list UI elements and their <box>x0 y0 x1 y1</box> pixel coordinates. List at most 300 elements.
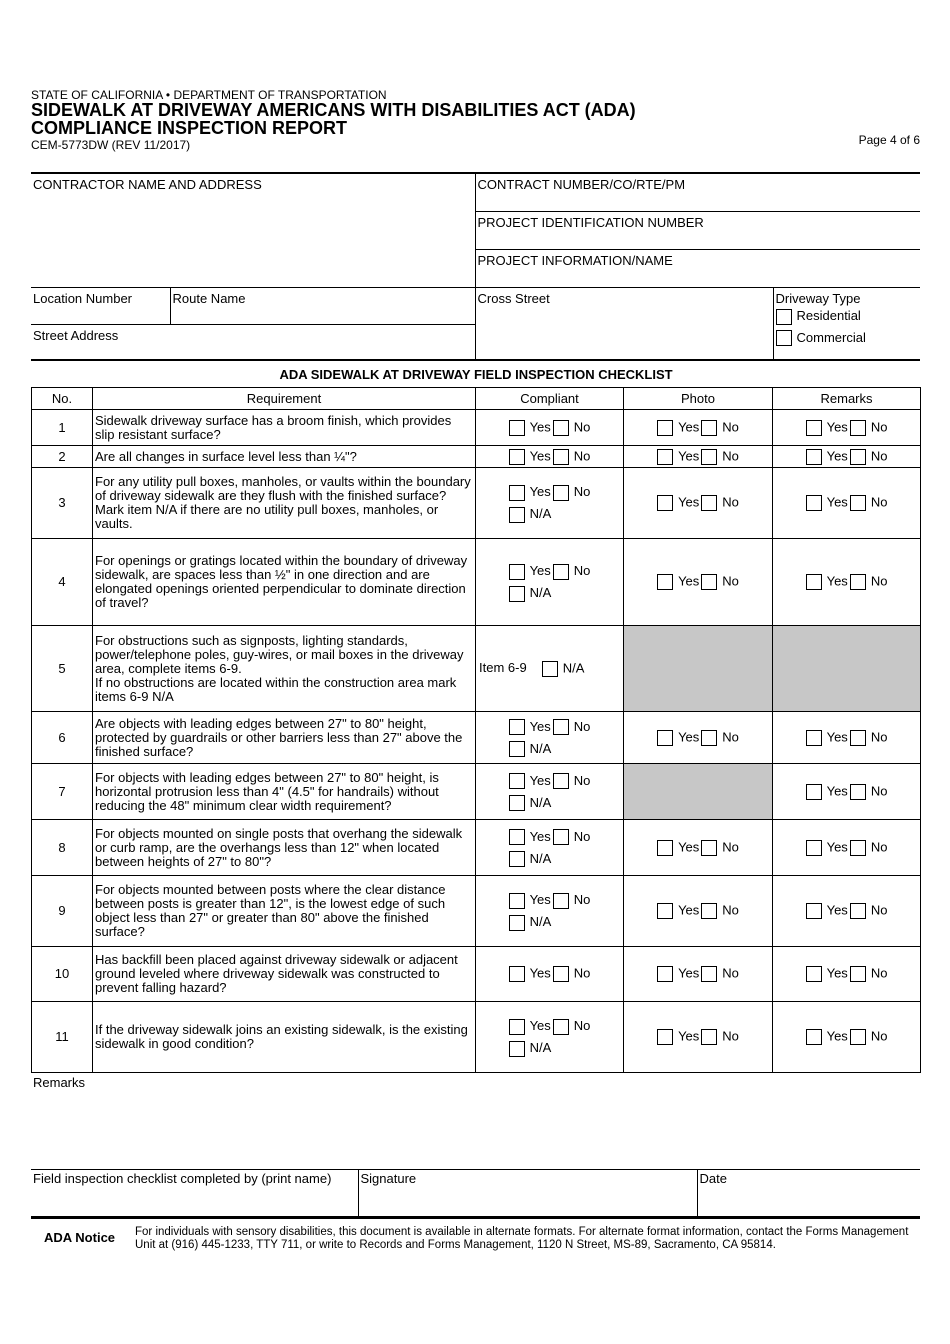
date-field[interactable] <box>697 1170 920 1217</box>
row8-compliant-na-checkbox[interactable] <box>509 851 525 867</box>
row3-photo-no-checkbox[interactable] <box>701 495 717 511</box>
row7-remarks-yes-label: Yes <box>826 782 848 798</box>
row7-compliant-yes-option[interactable] <box>509 770 551 792</box>
row6-photo-yes-option[interactable] <box>657 730 699 746</box>
row2-photo-cell <box>624 446 773 468</box>
row3-remarks-yes-option[interactable] <box>806 495 848 511</box>
row1-photo-yes-option[interactable] <box>657 420 699 436</box>
row8-compliant-no-label: No <box>573 828 591 844</box>
row-number: 2 <box>32 446 93 468</box>
row6-compliant-no-checkbox[interactable] <box>553 719 569 735</box>
completed-by-field[interactable] <box>31 1170 358 1217</box>
row-requirement <box>93 468 476 539</box>
row9-compliant-no-checkbox[interactable] <box>553 893 569 909</box>
row1-remarks-yes-option[interactable] <box>806 420 848 436</box>
row10-remarks-no-checkbox[interactable] <box>850 966 866 982</box>
row4-compliant-no-label: No <box>573 563 591 578</box>
ada-notice-text: For individuals with sensory disabilities, this document is available in alternate formats. For alternate format information, contact the Forms Management Unit at (916) 445-1233, TTY 711, or write to Records and Forms Management, 1120 N Street, MS-89, Sacramento, CA 95814. <box>135 1226 909 1251</box>
street-address-field[interactable] <box>31 325 475 362</box>
row6-photo-yes-label: Yes <box>678 728 700 744</box>
row2-remarks-no-option[interactable] <box>850 449 888 465</box>
row9-remarks-no-checkbox[interactable] <box>850 903 866 919</box>
row11-photo-cell <box>624 1002 773 1073</box>
row1-remarks-no-option[interactable] <box>850 420 888 436</box>
driveway-type-label: Driveway Type <box>775 291 861 306</box>
row4-photo-no-option[interactable] <box>701 574 739 590</box>
row9-photo-yn-row <box>624 903 772 919</box>
residential-option[interactable] <box>776 308 919 325</box>
row4-compliant-yn-row <box>508 560 592 582</box>
residential-label: Residential <box>796 308 861 323</box>
row-number: 8 <box>32 820 93 876</box>
checklist-header-row <box>32 388 921 410</box>
requirement-text: Are objects with leading edges between 27" to 80" height, protected by guardrails or other barriers less than 27" above the finished surface? <box>95 715 463 759</box>
row6-remarks-yes-option[interactable] <box>806 730 848 746</box>
row7-compliant-na-checkbox[interactable] <box>509 795 525 811</box>
row11-compliant-yn-row <box>508 1015 592 1037</box>
row4-remarks-yn-row <box>773 574 920 590</box>
row11-compliant-no-option[interactable] <box>553 1015 591 1037</box>
table-row <box>32 876 921 947</box>
row6-compliant-na-checkbox[interactable] <box>509 741 525 757</box>
row4-compliant-yes-label: Yes <box>529 563 551 578</box>
row2-remarks-yes-label: Yes <box>826 447 848 463</box>
row2-compliant-yes-checkbox[interactable] <box>509 449 525 465</box>
table-row <box>32 712 921 764</box>
row4-remarks-yes-option[interactable] <box>806 574 848 590</box>
project-info-label: PROJECT INFORMATION/NAME <box>477 253 673 268</box>
completed-by-label: Field inspection checklist completed by (print name) <box>33 1171 332 1186</box>
row3-compliant-na-option[interactable] <box>509 503 552 525</box>
row7-compliant-no-option[interactable] <box>553 770 591 792</box>
contractor-field[interactable] <box>31 174 475 288</box>
row3-photo-no-option[interactable] <box>701 495 739 511</box>
row11-compliant-no-checkbox[interactable] <box>553 1019 569 1035</box>
row2-remarks-yes-checkbox[interactable] <box>806 449 822 465</box>
row6-compliant-yes-label: Yes <box>529 718 551 734</box>
table-row <box>32 764 921 820</box>
row3-compliant-options <box>508 481 592 525</box>
row3-remarks-no-checkbox[interactable] <box>850 495 866 511</box>
row7-compliant-na-label: N/A <box>529 794 552 810</box>
row7-photo-cell <box>624 764 773 820</box>
row6-photo-no-option[interactable] <box>701 730 739 746</box>
row9-compliant-options <box>508 889 592 933</box>
row4-remarks-cell <box>773 539 921 626</box>
row9-photo-cell <box>624 876 773 947</box>
row6-compliant-na-option[interactable] <box>509 738 552 760</box>
row3-remarks-no-option[interactable] <box>850 495 888 511</box>
row1-remarks-no-label: No <box>870 418 888 434</box>
row9-compliant-yes-checkbox[interactable] <box>509 893 525 909</box>
commercial-label: Commercial <box>796 329 866 345</box>
row9-remarks-yes-label: Yes <box>826 902 848 918</box>
row7-remarks-yes-option[interactable] <box>806 784 848 800</box>
row5-photo-cell <box>624 626 773 712</box>
row1-remarks-cell <box>773 410 921 446</box>
row11-compliant-yes-checkbox[interactable] <box>509 1019 525 1035</box>
row2-compliant-yn-row <box>476 449 623 465</box>
row6-remarks-no-checkbox[interactable] <box>850 730 866 746</box>
row4-photo-cell <box>624 539 773 626</box>
row7-remarks-no-option[interactable] <box>850 784 888 800</box>
row3-compliant-na-label: N/A <box>529 506 552 521</box>
row4-photo-yes-option[interactable] <box>657 574 699 590</box>
row4-compliant-na-option[interactable] <box>509 582 552 604</box>
row2-remarks-yes-option[interactable] <box>806 449 848 465</box>
row10-photo-no-label: No <box>722 965 739 981</box>
row3-remarks-yes-label: Yes <box>826 494 848 510</box>
row4-compliant-cell <box>476 539 624 626</box>
row3-remarks-no-label: No <box>870 494 888 510</box>
row8-compliant-no-checkbox[interactable] <box>553 829 569 845</box>
row8-compliant-yn-row <box>508 826 592 848</box>
row6-compliant-na-label: N/A <box>529 740 552 756</box>
row11-remarks-yn-row <box>773 1029 920 1045</box>
row8-compliant-cell <box>476 820 624 876</box>
row8-compliant-yes-option[interactable] <box>509 826 551 848</box>
requirement-text: For objects mounted on single posts that overhang the sidewalk or curb ramp, are the overhangs less than 12" when located between heights of 27" to 80"? <box>95 825 463 869</box>
row4-compliant-yes-checkbox[interactable] <box>509 564 525 580</box>
row1-photo-yes-checkbox[interactable] <box>657 420 673 436</box>
route-name-field[interactable] <box>170 288 475 325</box>
row-requirement <box>93 764 476 820</box>
requirement-text: Sidewalk driveway surface has a broom finish, which provides slip resistant surface? <box>95 412 452 442</box>
commercial-option[interactable] <box>776 330 919 347</box>
row9-photo-yes-checkbox[interactable] <box>657 903 673 919</box>
row4-remarks-no-checkbox[interactable] <box>850 574 866 590</box>
row10-remarks-yes-option[interactable] <box>806 966 848 982</box>
row6-photo-yes-checkbox[interactable] <box>657 730 673 746</box>
row10-compliant-yes-label: Yes <box>529 965 551 981</box>
cross-street-field[interactable] <box>475 288 773 362</box>
inspection-checklist <box>31 363 921 1073</box>
row9-remarks-yes-checkbox[interactable] <box>806 903 822 919</box>
row11-compliant-yes-option[interactable] <box>509 1015 551 1037</box>
row1-compliant-yes-option[interactable] <box>509 420 551 436</box>
row10-compliant-yn-row <box>476 966 623 982</box>
row1-photo-no-checkbox[interactable] <box>701 420 717 436</box>
row9-compliant-yes-option[interactable] <box>509 889 551 911</box>
row1-compliant-cell <box>476 410 624 446</box>
row6-compliant-no-label: No <box>573 718 591 734</box>
row3-compliant-yes-checkbox[interactable] <box>509 485 525 501</box>
row11-compliant-yes-label: Yes <box>529 1018 551 1033</box>
row1-remarks-yn-row <box>773 420 920 436</box>
row3-photo-cell <box>624 468 773 539</box>
row3-compliant-yes-option[interactable] <box>509 481 551 503</box>
row9-compliant-yes-label: Yes <box>529 892 551 907</box>
row1-compliant-no-checkbox[interactable] <box>553 420 569 436</box>
row1-remarks-no-checkbox[interactable] <box>850 420 866 436</box>
row9-photo-yes-option[interactable] <box>657 903 699 919</box>
row2-compliant-yes-label: Yes <box>529 447 551 463</box>
row-number: 9 <box>32 876 93 947</box>
row3-compliant-no-label: No <box>573 484 591 499</box>
row6-photo-no-label: No <box>722 728 739 744</box>
project-info-field[interactable] <box>475 250 920 288</box>
row4-compliant-no-option[interactable] <box>553 560 591 582</box>
row8-compliant-no-option[interactable] <box>553 826 591 848</box>
residential-checkbox[interactable] <box>776 309 792 325</box>
row6-photo-no-checkbox[interactable] <box>701 730 717 746</box>
row2-photo-yes-checkbox[interactable] <box>657 449 673 465</box>
row7-remarks-yn-row <box>773 784 920 800</box>
remarks-label: Remarks <box>33 1075 86 1090</box>
row3-photo-yes-option[interactable] <box>657 495 699 511</box>
row3-photo-no-label: No <box>722 494 739 510</box>
row11-photo-yes-option[interactable] <box>657 1029 699 1045</box>
row8-photo-yes-checkbox[interactable] <box>657 840 673 856</box>
row11-compliant-na-label: N/A <box>529 1040 552 1055</box>
row-number: 3 <box>32 468 93 539</box>
contract-number-field[interactable] <box>475 174 920 212</box>
row2-remarks-yn-row <box>773 449 920 465</box>
cross-street-label: Cross Street <box>477 291 550 306</box>
row8-remarks-no-option[interactable] <box>850 840 888 856</box>
row2-photo-yes-label: Yes <box>678 447 700 463</box>
row3-compliant-yes-label: Yes <box>529 484 551 499</box>
row8-remarks-no-checkbox[interactable] <box>850 840 866 856</box>
row1-photo-no-label: No <box>722 418 739 434</box>
row-requirement <box>93 446 476 468</box>
row9-remarks-yes-option[interactable] <box>806 903 848 919</box>
row11-compliant-na-option[interactable] <box>509 1037 552 1059</box>
row10-photo-yes-checkbox[interactable] <box>657 966 673 982</box>
row10-photo-yn-row <box>624 966 772 982</box>
row10-remarks-yes-checkbox[interactable] <box>806 966 822 982</box>
row-requirement <box>93 539 476 626</box>
row9-photo-no-option[interactable] <box>701 903 739 919</box>
row8-compliant-na-option[interactable] <box>509 848 552 870</box>
row3-photo-yes-checkbox[interactable] <box>657 495 673 511</box>
info-rule <box>31 359 920 361</box>
row7-compliant-no-checkbox[interactable] <box>553 773 569 789</box>
row10-photo-no-option[interactable] <box>701 966 739 982</box>
requirement-text: For objects mounted between posts where the clear distance between posts is greater than 12", is the lowest edge of such object less than 27" or greater than 80" above the finished surface? <box>95 882 446 939</box>
col-photo: Photo <box>624 388 773 410</box>
row4-compliant-na-checkbox[interactable] <box>509 586 525 602</box>
row8-photo-no-option[interactable] <box>701 840 739 856</box>
row6-compliant-yes-checkbox[interactable] <box>509 719 525 735</box>
row7-compliant-yn-row <box>508 770 592 792</box>
row1-compliant-yes-checkbox[interactable] <box>509 420 525 436</box>
row-requirement <box>93 410 476 446</box>
row11-photo-no-checkbox[interactable] <box>701 1029 717 1045</box>
row-requirement <box>93 820 476 876</box>
form-title-line1: SIDEWALK AT DRIVEWAY AMERICANS WITH DISABILITIES ACT (ADA) <box>31 100 636 120</box>
row1-photo-no-option[interactable] <box>701 420 739 436</box>
row7-remarks-no-checkbox[interactable] <box>850 784 866 800</box>
row1-photo-cell <box>624 410 773 446</box>
footer-rule <box>31 1217 920 1219</box>
row8-remarks-yn-row <box>773 840 920 856</box>
row11-remarks-no-checkbox[interactable] <box>850 1029 866 1045</box>
row11-remarks-no-option[interactable] <box>850 1029 888 1045</box>
row10-photo-cell <box>624 947 773 1002</box>
row10-remarks-yn-row <box>773 966 920 982</box>
row1-photo-yn-row <box>624 420 772 436</box>
row2-remarks-no-label: No <box>870 447 888 463</box>
row8-compliant-yes-checkbox[interactable] <box>509 829 525 845</box>
row3-remarks-yn-row <box>773 495 920 511</box>
requirement-text: Has backfill been placed against driveway sidewalk or adjacent ground leveled where driveway sidewalk was constructed to prevent falling hazard? <box>95 952 458 995</box>
row11-compliant-cell <box>476 1002 624 1073</box>
row8-compliant-na-row <box>508 848 592 870</box>
row5-remarks-cell <box>773 626 921 712</box>
project-id-field[interactable] <box>475 212 920 250</box>
table-row <box>32 947 921 1002</box>
row2-remarks-no-checkbox[interactable] <box>850 449 866 465</box>
row2-remarks-cell <box>773 446 921 468</box>
row1-compliant-yn-row <box>476 420 623 436</box>
row7-compliant-na-option[interactable] <box>509 792 552 814</box>
row1-compliant-yes-label: Yes <box>529 418 551 434</box>
row7-compliant-options <box>508 770 592 814</box>
row6-remarks-no-label: No <box>870 728 888 744</box>
row8-remarks-yes-checkbox[interactable] <box>806 840 822 856</box>
row11-remarks-yes-label: Yes <box>826 1028 848 1044</box>
commercial-checkbox[interactable] <box>776 330 792 346</box>
row-number: 7 <box>32 764 93 820</box>
row7-compliant-yes-checkbox[interactable] <box>509 773 525 789</box>
row6-compliant-no-option[interactable] <box>553 716 591 738</box>
row8-photo-yes-option[interactable] <box>657 840 699 856</box>
row9-photo-no-checkbox[interactable] <box>701 903 717 919</box>
requirement-text: For any utility pull boxes, manholes, or vaults within the boundary of driveway sidewalk are they flush with the finished surface? Mark item N/A if there are no utility pull boxes, manholes, or vaults. <box>95 474 471 531</box>
row11-photo-no-option[interactable] <box>701 1029 739 1045</box>
row6-remarks-yes-label: Yes <box>826 728 848 744</box>
row2-compliant-yes-option[interactable] <box>509 449 551 465</box>
table-row <box>32 820 921 876</box>
row7-remarks-yes-checkbox[interactable] <box>806 784 822 800</box>
row1-compliant-no-option[interactable] <box>553 420 591 436</box>
row5-compliant-na-option[interactable] <box>542 661 585 677</box>
row1-photo-yes-label: Yes <box>678 418 700 434</box>
row9-compliant-no-option[interactable] <box>553 889 591 911</box>
row3-compliant-na-checkbox[interactable] <box>509 507 525 523</box>
row3-compliant-yn-row <box>508 481 592 503</box>
project-id-label: PROJECT IDENTIFICATION NUMBER <box>477 215 704 230</box>
row8-photo-no-checkbox[interactable] <box>701 840 717 856</box>
row2-photo-no-option[interactable] <box>701 449 739 465</box>
location-number-field[interactable] <box>31 288 170 325</box>
row11-compliant-na-checkbox[interactable] <box>509 1041 525 1057</box>
row11-photo-yes-label: Yes <box>678 1028 700 1044</box>
row8-photo-no-label: No <box>722 838 739 854</box>
row8-photo-yes-label: Yes <box>678 838 700 854</box>
row10-photo-yes-option[interactable] <box>657 966 699 982</box>
row10-compliant-no-checkbox[interactable] <box>553 966 569 982</box>
row2-photo-no-checkbox[interactable] <box>701 449 717 465</box>
row1-remarks-yes-checkbox[interactable] <box>806 420 822 436</box>
row6-compliant-options <box>508 716 592 760</box>
row3-compliant-no-option[interactable] <box>553 481 591 503</box>
row4-photo-yes-checkbox[interactable] <box>657 574 673 590</box>
row3-compliant-cell <box>476 468 624 539</box>
row9-compliant-na-option[interactable] <box>509 911 552 933</box>
row9-remarks-no-option[interactable] <box>850 903 888 919</box>
agency-name: STATE OF CALIFORNIA • DEPARTMENT OF TRANSPORTATION <box>31 88 387 102</box>
row6-photo-cell <box>624 712 773 764</box>
row3-remarks-yes-checkbox[interactable] <box>806 495 822 511</box>
signature-table <box>31 1169 920 1217</box>
row7-remarks-no-label: No <box>870 782 888 798</box>
row10-compliant-yes-checkbox[interactable] <box>509 966 525 982</box>
row-number: 5 <box>32 626 93 712</box>
row10-compliant-yes-option[interactable] <box>509 966 551 982</box>
row5-compliant-cell <box>476 626 624 712</box>
form-title-line2: COMPLIANCE INSPECTION REPORT <box>31 118 348 138</box>
row7-compliant-no-label: No <box>573 772 591 788</box>
row11-remarks-cell <box>773 1002 921 1073</box>
requirement-text: For openings or gratings located within the boundary of driveway sidewalk, are spaces less than ½" in one direction and are elongated openings oriented perpendicular to dominate direction of travel? <box>95 553 468 610</box>
form-number: CEM-5773DW (REV 11/2017) <box>31 138 191 152</box>
row-requirement <box>93 947 476 1002</box>
row5-compliant-na-checkbox[interactable] <box>542 661 558 677</box>
col-no: No. <box>32 388 93 410</box>
row2-photo-yn-row <box>624 449 772 465</box>
row6-compliant-cell <box>476 712 624 764</box>
row11-remarks-yes-checkbox[interactable] <box>806 1029 822 1045</box>
row3-compliant-no-checkbox[interactable] <box>553 485 569 501</box>
project-info-table <box>31 174 920 361</box>
row10-photo-no-checkbox[interactable] <box>701 966 717 982</box>
row10-remarks-yes-label: Yes <box>826 965 848 981</box>
signature-label: Signature <box>360 1171 417 1186</box>
row4-remarks-yes-checkbox[interactable] <box>806 574 822 590</box>
row2-photo-yes-option[interactable] <box>657 449 699 465</box>
row6-compliant-yn-row <box>508 716 592 738</box>
row9-compliant-na-row <box>508 911 592 933</box>
row5-compliant-na-label: N/A <box>562 659 585 675</box>
row10-compliant-no-option[interactable] <box>553 966 591 982</box>
row4-remarks-no-option[interactable] <box>850 574 888 590</box>
table-row <box>32 410 921 446</box>
checklist-title: ADA SIDEWALK AT DRIVEWAY FIELD INSPECTION CHECKLIST <box>32 363 921 388</box>
row11-photo-yn-row <box>624 1029 772 1045</box>
row2-compliant-no-option[interactable] <box>553 449 591 465</box>
contract-number-label: CONTRACT NUMBER/CO/RTE/PM <box>477 177 686 192</box>
row6-remarks-no-option[interactable] <box>850 730 888 746</box>
row-number: 6 <box>32 712 93 764</box>
row4-photo-no-checkbox[interactable] <box>701 574 717 590</box>
row9-compliant-na-checkbox[interactable] <box>509 915 525 931</box>
row4-compliant-na-label: N/A <box>529 585 552 600</box>
route-name-label: Route Name <box>172 291 246 306</box>
row10-photo-yes-label: Yes <box>678 965 700 981</box>
row11-remarks-yes-option[interactable] <box>806 1029 848 1045</box>
row6-compliant-yes-option[interactable] <box>509 716 551 738</box>
row8-remarks-yes-option[interactable] <box>806 840 848 856</box>
row4-compliant-yes-option[interactable] <box>509 560 551 582</box>
row4-photo-yes-label: Yes <box>678 573 700 589</box>
row10-compliant-cell <box>476 947 624 1002</box>
row2-compliant-no-checkbox[interactable] <box>553 449 569 465</box>
row10-remarks-no-option[interactable] <box>850 966 888 982</box>
row-requirement <box>93 876 476 947</box>
row2-compliant-cell <box>476 446 624 468</box>
row9-photo-yes-label: Yes <box>678 902 700 918</box>
location-number-label: Location Number <box>33 291 132 306</box>
row4-compliant-no-checkbox[interactable] <box>553 564 569 580</box>
row8-compliant-options <box>508 826 592 870</box>
row6-remarks-yes-checkbox[interactable] <box>806 730 822 746</box>
signature-field[interactable] <box>358 1170 697 1217</box>
row11-photo-yes-checkbox[interactable] <box>657 1029 673 1045</box>
row6-remarks-cell <box>773 712 921 764</box>
row4-photo-yn-row <box>624 574 772 590</box>
